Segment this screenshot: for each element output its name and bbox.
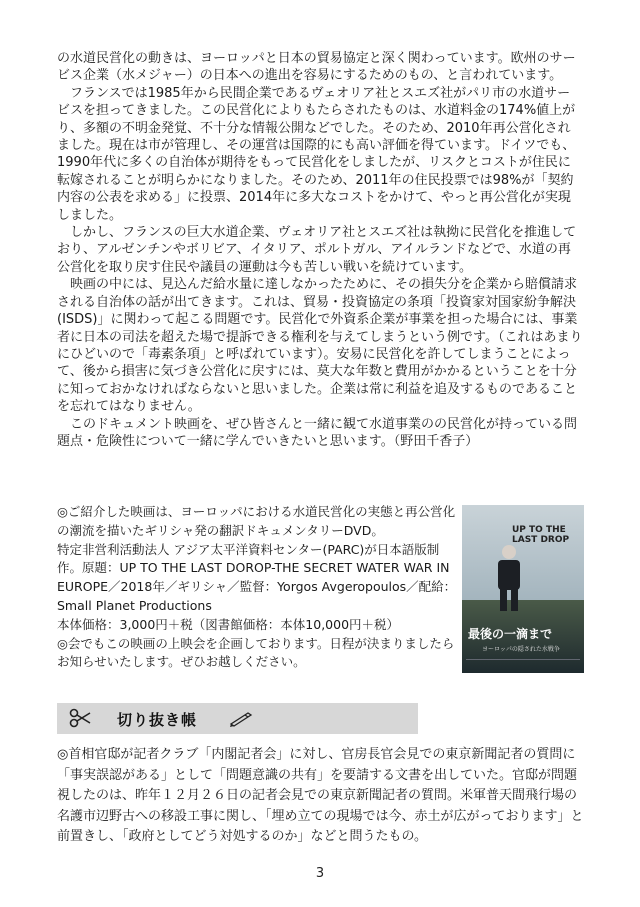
article-paragraph: 映画の中には、見込んだ給水量に達しなかったために、その損失分を企業から賠償請求される自治体の話が出てきます。これは、貿易・投資協定の条項「投資家対国家紛争解決(ISDS)」に関わって起こる問題です。民営化で外資系企業が事業を担った場合には、事業者に日本の司法を超えた場で提訴できる権利を与えてしまうという例です。（これはあまりにひどいので「毒素条項」と呼ばれています）。安易に民営化を許してしまうことによって、後から損害に気づき公営化に戻すには、莫大な年数と費用がかかるということを十分に知っておかなければならないと思いました。企業は常に利益を追及するものであることを忘れてはなりません。 xyxy=(57,277,583,415)
poster-original-title: UP TO THE LAST DROP xyxy=(512,525,570,545)
poster-credits xyxy=(466,659,580,668)
section-title: 切り抜き帳 xyxy=(117,711,198,729)
article-paragraph: の水道民営化の動きは、ヨーロッパと日本の貿易協定と深く関わっています。欧州のサービス企業（水メジャー）の日本への進出を容易にするためのもの、と言われています。 xyxy=(57,51,576,84)
poster-subtitle: ヨーロッパの隠された水戦争 xyxy=(482,646,560,653)
person-figure-icon xyxy=(492,543,526,613)
article-paragraph: フランスでは1985年から民間企業であるヴェオリア社とスエズ社がパリ市の水道サービスを担ってきました。この民営化によりもたらされたものは、水道料金の174%値上がり、多額の不明金発覚、不十分な情報公開などでした。そのため、2010年再公営化されました。現在は市が管理し、その運営は国際的にも高い評価を得ています。ドイツでも、1990年代に多くの自治体が期待をもって民営化をしましたが、リスクとコストが住民に転嫁されることが明らかになりました。そのため、2011年の住民投票では98%が「契約内容の公表を求める」に投票、2014年に多大なコストをかけて、やっと再公営化が実現しました。 xyxy=(57,85,576,223)
film-intro: ◎ご紹介した映画は、ヨーロッパにおける水道民営化の実態と再公営化の潮流を描いたギリシャ発の翻訳ドキュメンタリーDVD。 xyxy=(57,504,456,538)
poster-japanese-title: 最後の一滴まで xyxy=(468,627,553,641)
page-number: 3 xyxy=(315,866,325,881)
screening-notice: ◎会でもこの映画の上映会を企画しております。日程が決まりましたらお知らせいたします。ぜひお越しください。 xyxy=(57,635,455,670)
film-producer: 特定非営利活動法人 アジア太平洋資料センター(PARC)が日本語版制作。原題：UP TO THE LAST DOROP-THE SECRET WATER WAR IN EUROPE／2018年／ギリシャ／監督：Yorgos Avgeropoulos／配給：Small Planet Productions xyxy=(57,541,457,613)
film-price: 本体価格：3,000円＋税（図書館価格：本体10,000円＋税） xyxy=(57,616,400,632)
clipping-paragraph: ◎首相官邸が記者クラブ「内閣記者会」に対し、官房長官会見での東京新聞記者の質問に「事実誤認がある」として「問題意識の共有」を要請する文書を出していた。官邸が問題視したのは、昨年１２月２６日の記者会見での東京新聞記者の質問。米軍普天間飛行場の名護市辺野古への移設工事に関し、「埋め立ての現場では今、赤土が広がっております」と前置きし、「政府としてどう対処するのか」などと問うたもの。 xyxy=(57,747,584,844)
article-body xyxy=(57,50,583,450)
article-paragraph: しかし、フランスの巨大水道企業、ヴェオリア社とスエズ社は執拗に民営化を推進しており、アルゼンチンやボリビア、イタリア、ポルトガル、アイルランドなどで、水道の再公営化を取り戻す住民や議員の運動は今も苦しい戦いを続けています。 xyxy=(57,225,577,275)
dvd-poster xyxy=(462,505,584,673)
scissors-icon xyxy=(69,708,91,728)
clipping-section-header xyxy=(57,703,418,734)
clipping-text xyxy=(57,745,585,848)
pencil-icon xyxy=(229,711,253,727)
film-info xyxy=(57,503,457,672)
article-paragraph: このドキュメント映画を、ぜひ皆さんと一緒に観て水道事業のの民営化が持っている問題点・危険性について一緒に学んでいきたいと思います。（野田千香子） xyxy=(57,416,578,449)
